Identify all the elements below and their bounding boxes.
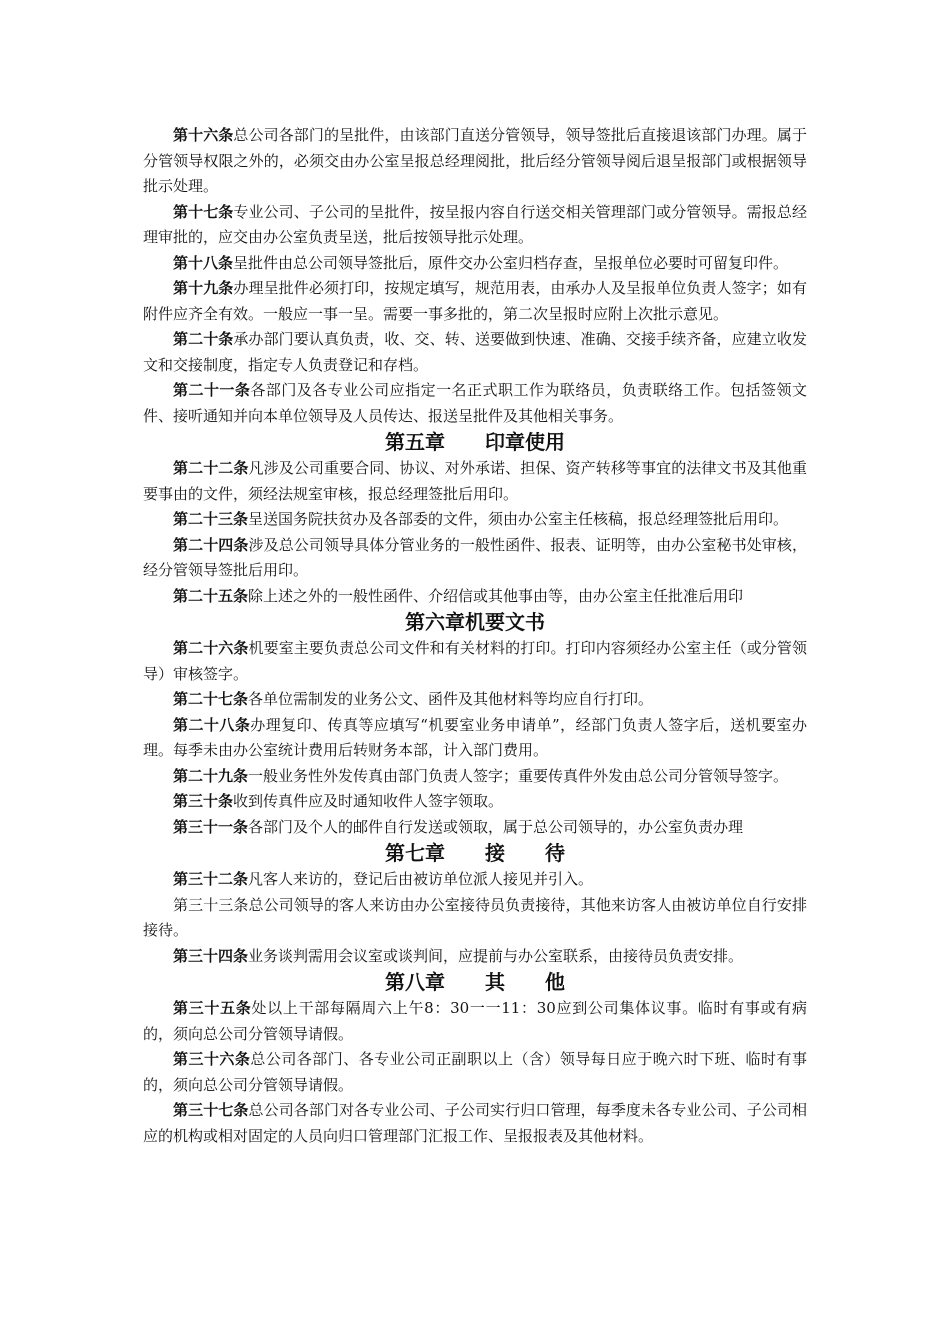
article-text: 各单位需制发的业务公文、函件及其他材料等均应自行打印。 [248,690,654,708]
article-paragraph [143,251,807,277]
article-text: 收到传真件应及时通知收件人签字领取。 [233,792,504,810]
article-text: 第三十三条总公司领导的客人来访由办公室接待员负责接待，其他来访客人由被访单位自行安排接待。 [143,895,807,939]
article-number: 第十七条 [173,202,234,221]
article-text: 凡涉及公司重要合同、协议、对外承诺、担保、资产转移等事宜的法律文书及其他重要事由的文件，须经法规室审核，报总经理签批后用印。 [143,459,807,503]
article-number: 第三十七条 [173,1101,249,1119]
article-number: 第二十六条 [173,639,249,657]
article-number: 第二十三条 [173,510,249,528]
chapter-heading: 第六章机要文书 [405,610,545,634]
article-text: 业务谈判需用会议室或谈判间，应提前与办公室联系，由接待员负责安排。 [248,946,744,965]
article-text: 总公司各部门、各专业公司正副职以上（含）领导每日应于晚六时下班、临时有事的，须向总公司分管领导请假。 [143,1050,807,1094]
article-number: 第二十四条 [173,535,249,554]
article-text: 凡客人来访的，登记后由被访单位派人接见并引入。 [248,870,594,888]
article-number: 第二十九条 [173,766,249,785]
article-number: 第十九条 [173,279,234,297]
article-text: 办理呈批件必须打印，按规定填写，规范用表，由承办人及呈报单位负责人签字；如有附件应齐全有效。一般应一事一呈。需要一事多批的，第二次呈报时应附上次批示意见。 [143,279,807,323]
article-paragraph [143,687,807,713]
article-text: 承办部门要认真负责，收、交、转、送要做到快速、准确、交接手续齐备，应建立收发文和交接制度，指定专人负责登记和存档。 [143,330,807,374]
chapter-heading: 第五章 印章使用 [385,430,565,454]
article-text: 办理复印、传真等应填写“机要室业务申请单”，经部门负责人签字后，送机要室办理。每季未由办公室统计费用后转财务本部，计入部门费用。 [143,715,807,759]
chapter-heading: 第八章 其 他 [385,970,565,994]
article-paragraph [143,815,807,841]
article-number: 第十六条 [173,126,234,144]
article-text: 机要室主要负责总公司文件和有关材料的打印。打印内容须经办公室主任（或分管领导）审核签字。 [143,639,807,683]
article-number: 第三十四条 [173,946,249,965]
article-paragraph [143,507,807,533]
article-paragraph [143,123,807,200]
article-paragraph [143,996,807,1047]
article-number: 第三十六条 [173,1050,251,1068]
document-body [143,123,807,1149]
article-paragraph [143,327,807,378]
article-text: 总公司各部门的呈批件，由该部门直送分管领导，领导签批后直接退该部门办理。属于分管领导权限之外的，必须交由办公室呈报总经理阅批，批后经分管领导阅后退呈报部门或根据领导批示处理。 [143,126,807,195]
article-paragraph [143,1098,807,1149]
article-number: 第十八条 [173,253,234,272]
article-paragraph [143,789,807,815]
article-paragraph [143,944,807,970]
article-number: 第二十七条 [173,690,249,708]
article-text: 总公司各部门对各专业公司、子公司实行归口管理，每季度未各专业公司、子公司相应的机构或相对固定的人员向归口管理部门汇报工作、呈报报表及其他材料。 [143,1101,807,1145]
article-text: 处以上干部每隔周六上午8：30一一11：30应到公司集体议事。临时有事或有病的，须向总公司分管领导请假。 [143,999,807,1043]
article-text: 呈批件由总公司领导签批后，原件交办公室归档存查，呈报单位必要时可留复印件。 [233,253,789,272]
article-paragraph [143,200,807,251]
article-number: 第三十一条 [173,817,249,836]
article-number: 第三十条 [173,792,234,810]
article-paragraph [143,533,807,584]
article-paragraph [143,636,807,687]
article-text: 各部门及个人的邮件自行发送或领取，属于总公司领导的，办公室负责办理 [248,817,744,836]
article-paragraph [143,456,807,507]
article-number: 第三十五条 [173,999,252,1017]
article-paragraph [143,893,807,944]
article-text: 呈送国务院扶贫办及各部委的文件，须由办公室主任核稿，报总经理签批后用印。 [248,510,789,528]
article-number: 第二十条 [173,330,234,348]
article-text: 除上述之外的一般性函件、介绍信或其他事由等，由办公室主任批准后用印 [248,586,744,605]
chapter-heading: 第七章 接 待 [385,841,565,865]
article-paragraph [143,713,807,764]
article-text: 一般业务性外发传真由部门负责人签字；重要传真件外发由总公司分管领导签字。 [248,766,789,785]
article-text: 各部门及各专业公司应指定一名正式职工作为联络员，负责联络工作。包括签领文件、接听通知并向本单位领导及人员传达、报送呈批件及其他相关事务。 [143,381,807,425]
article-paragraph [143,764,807,790]
article-paragraph [143,1047,807,1098]
article-paragraph [143,584,807,610]
article-number: 第三十二条 [173,870,249,888]
article-number: 第二十五条 [173,586,249,605]
article-number: 第二十八条 [173,715,251,734]
article-text: 涉及总公司领导具体分管业务的一般性函件、报表、证明等，由办公室秘书处审核，经分管领导签批后用印。 [143,535,807,579]
article-paragraph [143,276,807,327]
article-paragraph [143,867,807,893]
article-paragraph [143,378,807,429]
article-number: 第二十二条 [173,459,249,477]
article-text: 专业公司、子公司的呈批件，按呈报内容自行送交相关管理部门或分管领导。需报总经理审批的，应交由办公室负责呈送，批后按领导批示处理。 [143,202,807,246]
article-number: 第二十一条 [173,381,251,399]
